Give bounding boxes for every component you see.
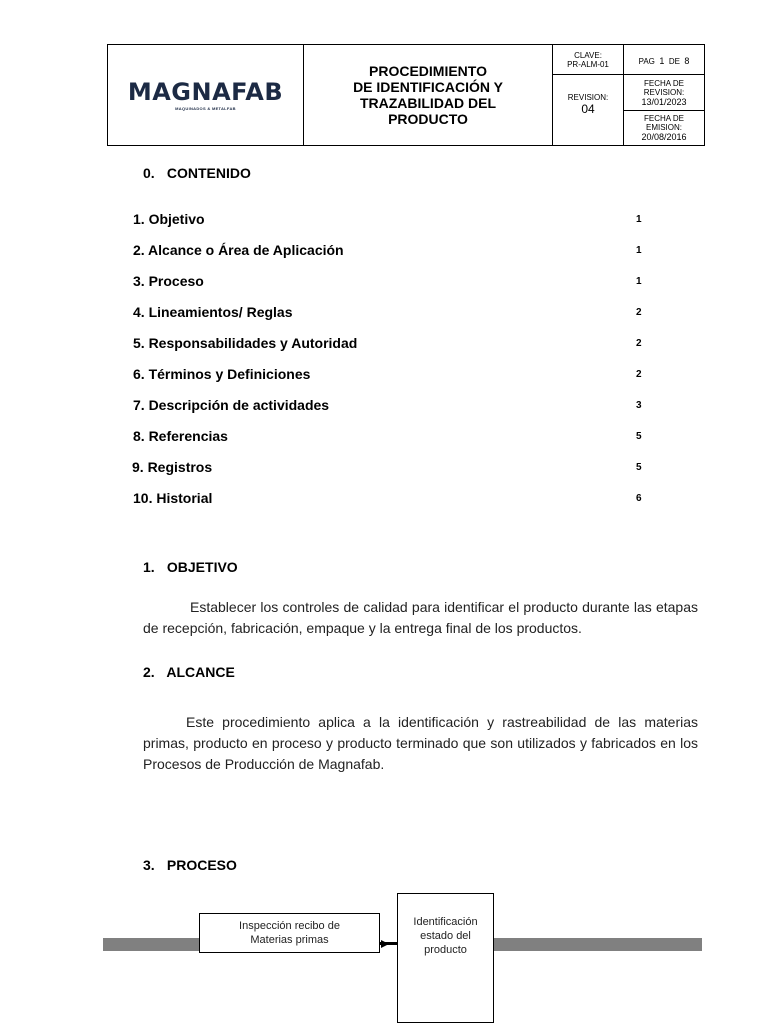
- objetivo-text: Establecer los controles de calidad para identificar el producto durante las etapas de recepción, fabricación, empaque y la entrega final de los productos.: [143, 599, 698, 636]
- page-cell: [624, 45, 705, 75]
- toc-item-page: 1: [636, 276, 642, 287]
- contents-number: 0.: [143, 165, 155, 181]
- fecha-emision-cell: [624, 111, 705, 146]
- page-total: 8: [684, 55, 690, 66]
- flow-box-line: Inspección recibo de: [239, 920, 340, 932]
- objetivo-heading: [143, 559, 238, 575]
- flow-bar-right: [492, 938, 702, 951]
- table-of-contents: [133, 211, 653, 521]
- toc-item[interactable]: [133, 304, 653, 335]
- clave-value: PR-ALM-01: [567, 59, 609, 69]
- fecha-revision-value: 13/01/2023: [641, 96, 687, 107]
- toc-item-label: 6. Términos y Definiciones: [133, 366, 311, 382]
- document-title: [304, 63, 552, 127]
- toc-item-page: 2: [636, 307, 642, 318]
- flow-box-identification: [397, 893, 494, 1023]
- revision-label: REVISION:: [567, 92, 609, 102]
- flow-bar-left: [103, 938, 200, 951]
- page-prefix: PAG: [638, 56, 655, 66]
- title-line: PROCEDIMIENTO: [369, 63, 487, 79]
- toc-item-label: 10. Historial: [133, 490, 213, 506]
- toc-item-page: 5: [636, 462, 642, 473]
- toc-item[interactable]: [133, 366, 653, 397]
- title-line: PRODUCTO: [388, 111, 468, 127]
- toc-item-label: 8. Referencias: [133, 428, 228, 444]
- logo-tagline: MAQUINADOS & METALFAB: [175, 106, 236, 111]
- proceso-number: 3.: [143, 857, 155, 873]
- objetivo-heading-text: OBJETIVO: [166, 559, 238, 575]
- fecha-emision-label: FECHA DE: [643, 114, 684, 123]
- flow-arrow-icon: [381, 940, 389, 948]
- toc-item-label: 9. Registros: [132, 459, 213, 475]
- flow-box-line: Materias primas: [250, 934, 329, 946]
- toc-item-label: 2. Alcance o Área de Aplicación: [133, 242, 344, 258]
- alcance-number: 2.: [143, 664, 155, 680]
- contents-heading-text: CONTENIDO: [166, 165, 251, 181]
- alcance-heading-text: ALCANCE: [166, 664, 235, 680]
- toc-item-page: 1: [636, 214, 642, 225]
- flow-box-line: producto: [424, 944, 467, 956]
- alcance-heading: [143, 664, 235, 680]
- fecha-revision-label: REVISION:: [643, 87, 685, 97]
- alcance-paragraph: [143, 712, 698, 775]
- page-of: DE: [668, 56, 680, 66]
- toc-item-label: 1. Objetivo: [133, 211, 205, 227]
- toc-item[interactable]: [133, 211, 653, 242]
- proceso-heading-text: PROCESO: [166, 857, 237, 873]
- toc-item[interactable]: [133, 273, 653, 304]
- fecha-emision-label: EMISION:: [645, 123, 682, 132]
- clave-label: CLAVE:: [574, 50, 602, 60]
- alcance-text: Este procedimiento aplica a la identificación y rastreabilidad de las materias primas, producto en proceso y producto terminado que son utilizados y fabricados en los Procesos de Producción de Magnafab.: [143, 714, 698, 772]
- toc-item-page: 1: [636, 245, 642, 256]
- revision-value: 04: [581, 101, 595, 116]
- toc-item-page: 3: [636, 400, 642, 411]
- objetivo-paragraph: [143, 597, 698, 639]
- toc-item-page: 6: [636, 493, 642, 504]
- toc-item[interactable]: [133, 490, 653, 521]
- title-line: DE IDENTIFICACIÓN Y: [353, 79, 503, 95]
- title-line: TRAZABILIDAD DEL: [359, 95, 497, 111]
- flow-box-line: Identificación: [413, 916, 478, 928]
- proceso-heading: [143, 857, 237, 873]
- fecha-emision-value: 20/08/2016: [641, 132, 687, 142]
- revision-cell: [553, 75, 624, 146]
- toc-item-page: 2: [636, 338, 642, 349]
- clave-cell: [553, 45, 624, 75]
- toc-item[interactable]: [133, 459, 653, 490]
- objetivo-number: 1.: [143, 559, 155, 575]
- toc-item[interactable]: [133, 335, 653, 366]
- title-cell: [304, 45, 553, 146]
- document-header-table: [107, 44, 705, 146]
- toc-item[interactable]: [133, 428, 653, 459]
- page-current: 1: [659, 55, 665, 66]
- company-logo: [108, 45, 303, 145]
- toc-item-label: 7. Descripción de actividades: [133, 397, 330, 413]
- fecha-revision-cell: [624, 75, 705, 111]
- toc-item-label: 4. Lineamientos/ Reglas: [133, 304, 293, 320]
- logo-cell: [108, 45, 304, 146]
- toc-item-label: 5. Responsabilidades y Autoridad: [133, 335, 358, 351]
- toc-item-page: 2: [636, 369, 642, 380]
- flow-box-line: estado del: [420, 930, 471, 942]
- contents-heading: [143, 165, 251, 181]
- toc-item-page: 5: [636, 431, 642, 442]
- logo-text: MAGNAFAB: [127, 78, 284, 106]
- toc-item[interactable]: [133, 242, 653, 273]
- toc-item-label: 3. Proceso: [133, 273, 204, 289]
- fecha-revision-label: FECHA DE: [643, 78, 684, 88]
- flow-box-inspection: [199, 913, 380, 953]
- toc-item[interactable]: [133, 397, 653, 428]
